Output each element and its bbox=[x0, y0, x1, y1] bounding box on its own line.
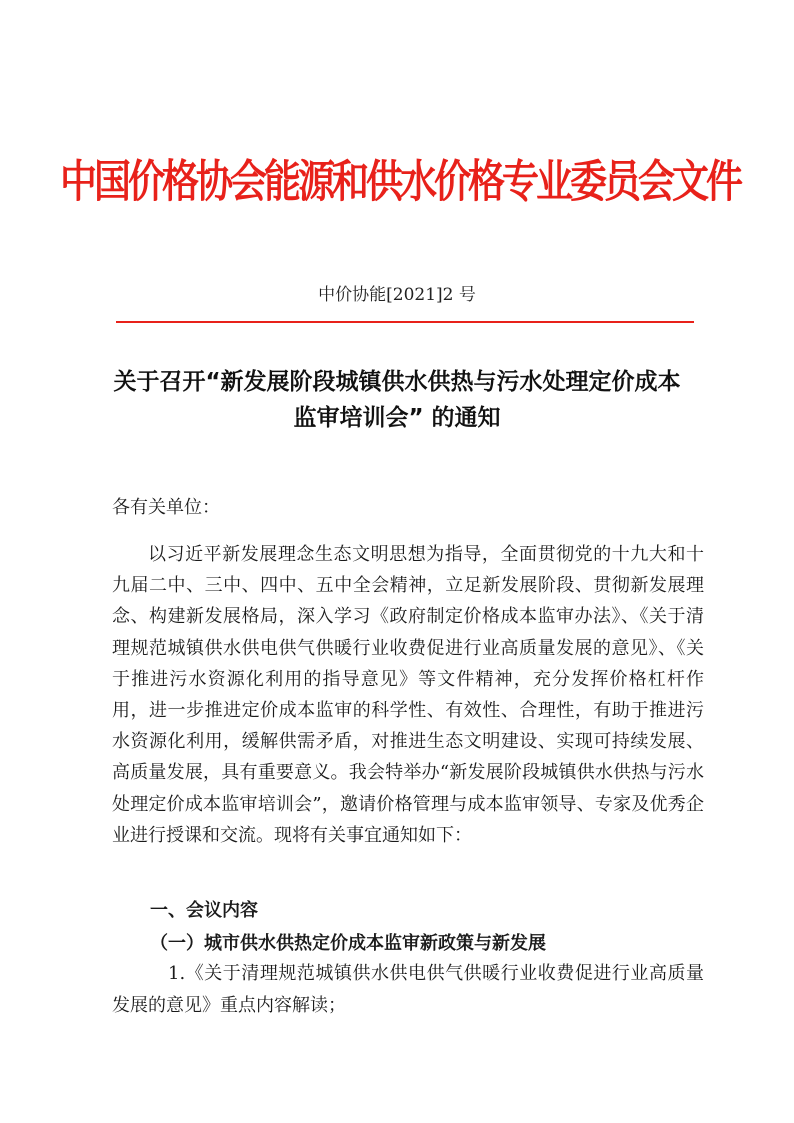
section-heading-meeting-content: 一、会议内容 bbox=[150, 900, 258, 921]
document-number: 中价协能[2021]2 号 bbox=[318, 285, 476, 305]
issuer-masthead: 中国价格协会能源和供水价格专业委员会文件 bbox=[60, 155, 740, 208]
list-item: 1.《关于清理规范城镇供水供电供气供暖行业收费促进行业高质量发展的意见》重点内容解读； bbox=[112, 963, 704, 1016]
notice-title-line-1: 关于召开“新发展阶段城镇供水供热与污水处理定价成本 bbox=[113, 369, 681, 395]
subsection-heading-policy: （一）城市供水供热定价成本监审新政策与新发展 bbox=[150, 933, 546, 954]
body-paragraph: 以习近平新发展理念生态文明思想为指导，全面贯彻党的十九大和十九届二中、三中、四中、五中全会精神，立足新发展阶段、贯彻新发展理念、构建新发展格局，深入学习《政府制定价格成本监审办法》、《关于清理规范城镇供水供电供气供暖行业收费促进行业高质量发展的意见》、《关于推进污水资源化利用的指导意见》等文件精神，充分发挥价格杠杆作用，进一步推进定价成本监审的科学性、有效性、合理性，有助于推进污水资源化利用，缓解供需矛盾，对推进生态文明建设、实现可持续发展、高质量发展，具有重要意义。我会特举办“新发展阶段城镇供水供热与污水处理定价成本监审培训会”，邀请价格管理与成本监审领导、专家及优秀企业进行授课和交流。现将有关事宜通知如下： bbox=[112, 544, 704, 846]
notice-title-line-2: 监审培训会” 的通知 bbox=[293, 405, 501, 431]
red-divider-line bbox=[116, 321, 694, 323]
notice-title bbox=[100, 364, 694, 436]
salutation: 各有关单位： bbox=[112, 497, 220, 518]
